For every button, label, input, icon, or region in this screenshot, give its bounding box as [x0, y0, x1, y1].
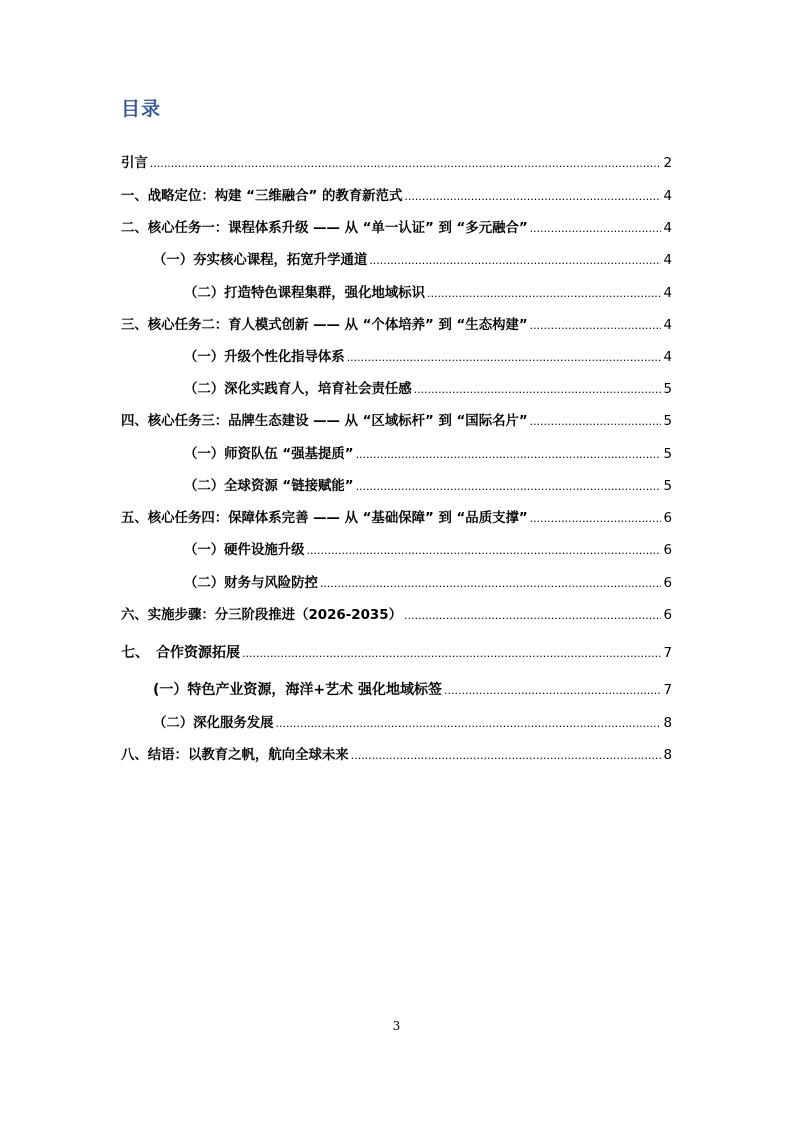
dot-leader [320, 575, 662, 593]
toc-entry-title: 三、核心任务二：育人模式创新 —— 从 “个体培养” 到 “生态构建” [121, 318, 528, 333]
toc-entry-page: 6 [663, 608, 672, 623]
dot-leader [414, 381, 662, 399]
toc-entry-title: （二）打造特色课程集群，强化地域标识 [184, 286, 426, 301]
toc-entry-page: 2 [663, 156, 672, 171]
toc-entry-title: 八、结语：以教育之帆，航向全球未来 [121, 748, 349, 763]
toc-entry-section-5-1[interactable] [184, 542, 672, 560]
dot-leader [444, 682, 661, 700]
toc-entry-title: （一）硬件设施升级 [184, 543, 305, 558]
toc-entry-page: 7 [663, 646, 672, 661]
toc-entry-section-7[interactable] [121, 644, 672, 663]
toc-entry-page: 5 [663, 382, 672, 397]
toc-entry-title: （二）财务与风险防控 [184, 576, 318, 591]
toc-entry-page: 5 [663, 479, 672, 494]
toc-entry-section-6[interactable] [121, 607, 672, 625]
toc-entry-section-2-1[interactable] [153, 252, 672, 270]
toc-entry-page: 4 [663, 221, 672, 236]
toc-entry-page: 6 [663, 511, 672, 526]
toc-entry-title: （一）升级个性化指导体系 [184, 350, 345, 365]
toc-entry-section-7-2[interactable] [153, 715, 672, 733]
dot-leader [276, 715, 662, 733]
dot-leader [404, 188, 661, 206]
toc-entry-title: 引言 [121, 156, 148, 171]
toc-entry-title: 二、核心任务一：课程体系升级 —— 从 “单一认证” 到 “多元融合” [121, 221, 528, 236]
toc-entry-title: 四、核心任务三：品牌生态建设 —— 从 “区域标杆” 到 “国际名片” [121, 414, 528, 429]
toc-entry-page: 6 [663, 576, 672, 591]
toc-entry-page: 4 [663, 318, 672, 333]
dot-leader [530, 317, 662, 335]
toc-entry-section-4-2[interactable] [184, 478, 672, 496]
toc-entry-title: （一）师资队伍 “强基提质” [184, 447, 354, 462]
toc-entry-section-2-2[interactable] [184, 285, 672, 303]
dot-leader [404, 607, 662, 625]
toc-entry-title: （二）深化服务发展 [153, 716, 274, 731]
dot-leader [242, 645, 661, 663]
toc-entry-section-5[interactable] [121, 510, 672, 528]
toc-entry-section-8[interactable] [121, 747, 672, 765]
page-number: 3 [392, 1019, 401, 1033]
toc-entry-section-5-2[interactable] [184, 575, 672, 593]
toc-entry-title: （二）深化实践育人，培育社会责任感 [184, 382, 412, 397]
toc-entry-section-4[interactable] [121, 413, 672, 431]
toc-entry-section-7-1[interactable] [153, 681, 672, 700]
toc-entry-title: （二）全球资源 “链接赋能” [184, 479, 354, 494]
dot-leader [356, 478, 662, 496]
toc-heading: 目录 [121, 98, 162, 120]
toc-entry-title: 一、战略定位：构建 “三维融合” 的教育新范式 [121, 189, 403, 204]
dot-leader [351, 747, 662, 765]
dot-leader [347, 349, 662, 367]
toc-entry-intro[interactable] [121, 155, 672, 173]
toc-entry-section-1[interactable] [121, 188, 672, 206]
dot-leader [530, 413, 662, 431]
toc-entry-section-3[interactable] [121, 317, 672, 335]
dot-leader [530, 220, 662, 238]
dot-leader [369, 252, 661, 270]
toc-entry-page: 5 [663, 414, 672, 429]
toc-entry-page: 8 [663, 716, 672, 731]
toc-entry-page: 4 [663, 189, 672, 204]
toc-entry-section-2[interactable] [121, 220, 672, 238]
toc-entry-page: 8 [663, 748, 672, 763]
toc-entry-title: (一）特色产业资源，海洋+艺术 强化地域标签 [153, 682, 443, 698]
toc-entry-title: （一）夯实核心课程，拓宽升学通道 [153, 253, 368, 268]
dot-leader [307, 542, 662, 560]
dot-leader [530, 510, 662, 528]
toc-entry-title: 七、 合作资源拓展 [121, 645, 240, 661]
dot-leader [356, 446, 662, 464]
toc-entry-section-3-1[interactable] [184, 349, 672, 367]
toc-entry-page: 6 [663, 543, 672, 558]
toc-entry-title: 五、核心任务四：保障体系完善 —— 从 “基础保障” 到 “品质支撑” [121, 511, 528, 526]
dot-leader [427, 285, 661, 303]
toc-entry-page: 4 [663, 350, 672, 365]
toc-entry-page: 5 [663, 447, 672, 462]
toc-entry-section-3-2[interactable] [184, 381, 672, 399]
toc-entry-page: 4 [663, 253, 672, 268]
toc-entry-section-4-1[interactable] [184, 446, 672, 464]
dot-leader [150, 155, 662, 173]
toc-entry-page: 4 [663, 286, 672, 301]
toc-entry-page: 7 [663, 683, 672, 698]
toc-entry-title: 六、实施步骤：分三阶段推进（2026-2035） [121, 608, 402, 623]
